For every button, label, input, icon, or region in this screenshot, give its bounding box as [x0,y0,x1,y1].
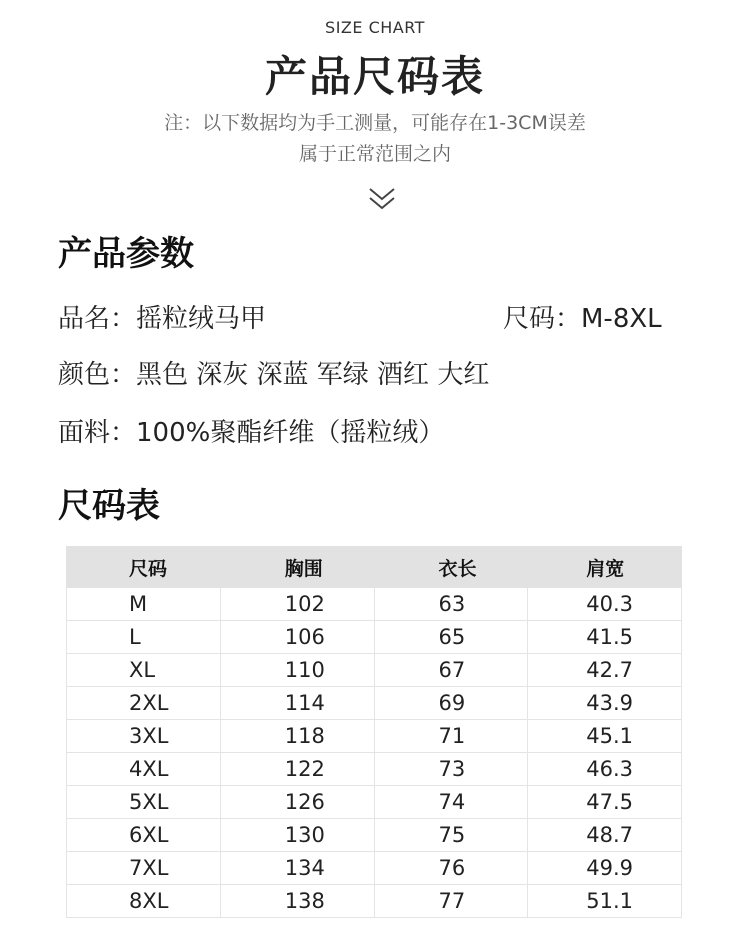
table-cell: 65 [374,621,528,654]
product-size-range: 尺码：M-8XL [503,304,662,334]
product-colors: 颜色：黑色 深灰 深蓝 军绿 酒红 大红 [58,360,490,390]
table-row [67,588,682,621]
table-row [67,654,682,687]
section-title-params: 产品参数 [58,234,194,274]
table-row [67,819,682,852]
table-cell: 75 [374,819,528,852]
table-cell: 48.7 [528,819,682,852]
table-header-row [67,547,682,588]
measurement-note: 注：以下数据均为手工测量，可能存在1-3CM误差 [164,112,586,134]
table-cell: 51.1 [528,885,682,918]
table-row [67,687,682,720]
page-title: 产品尺码表 [264,52,485,101]
table-cell: 5XL [67,786,221,819]
table-cell: 74 [374,786,528,819]
table-cell: 77 [374,885,528,918]
table-cell: 4XL [67,753,221,786]
table-cell: L [67,621,221,654]
table-cell: 114 [220,687,374,720]
table-cell: 118 [220,720,374,753]
table-cell: 122 [220,753,374,786]
table-cell: 47.5 [528,786,682,819]
table-cell: 134 [220,852,374,885]
table-row [67,621,682,654]
table-cell: 45.1 [528,720,682,753]
table-cell: 41.5 [528,621,682,654]
table-cell: 71 [374,720,528,753]
table-cell: 76 [374,852,528,885]
table-cell: 43.9 [528,687,682,720]
column-header: 尺码 [67,547,221,588]
table-row [67,786,682,819]
table-cell: 6XL [67,819,221,852]
table-cell: 49.9 [528,852,682,885]
table-cell: 63 [374,588,528,621]
table-cell: 102 [220,588,374,621]
table-cell: 73 [374,753,528,786]
table-cell: 7XL [67,852,221,885]
table-cell: 67 [374,654,528,687]
table-cell: 42.7 [528,654,682,687]
table-cell: M [67,588,221,621]
table-cell: 69 [374,687,528,720]
size-table [66,546,682,918]
column-header: 胸围 [220,547,374,588]
table-cell: 110 [220,654,374,687]
table-row [67,753,682,786]
table-cell: XL [67,654,221,687]
table-cell: 106 [220,621,374,654]
table-cell: 46.3 [528,753,682,786]
column-header: 肩宽 [528,547,682,588]
product-name: 品名：摇粒绒马甲 [58,304,267,334]
table-cell: 40.3 [528,588,682,621]
product-fabric: 面料：100%聚酯纤维（摇粒绒） [58,418,445,448]
measurement-note-line2: 属于正常范围之内 [298,143,451,165]
table-cell: 130 [220,819,374,852]
table-row [67,885,682,918]
table-cell: 2XL [67,687,221,720]
table-cell: 138 [220,885,374,918]
table-cell: 126 [220,786,374,819]
table-row [67,720,682,753]
column-header: 衣长 [374,547,528,588]
table-cell: 8XL [67,885,221,918]
section-title-size-table: 尺码表 [58,486,160,526]
double-chevron-down-icon [367,184,397,214]
table-row [67,852,682,885]
eyebrow-text: SIZE CHART [325,18,425,37]
table-cell: 3XL [67,720,221,753]
